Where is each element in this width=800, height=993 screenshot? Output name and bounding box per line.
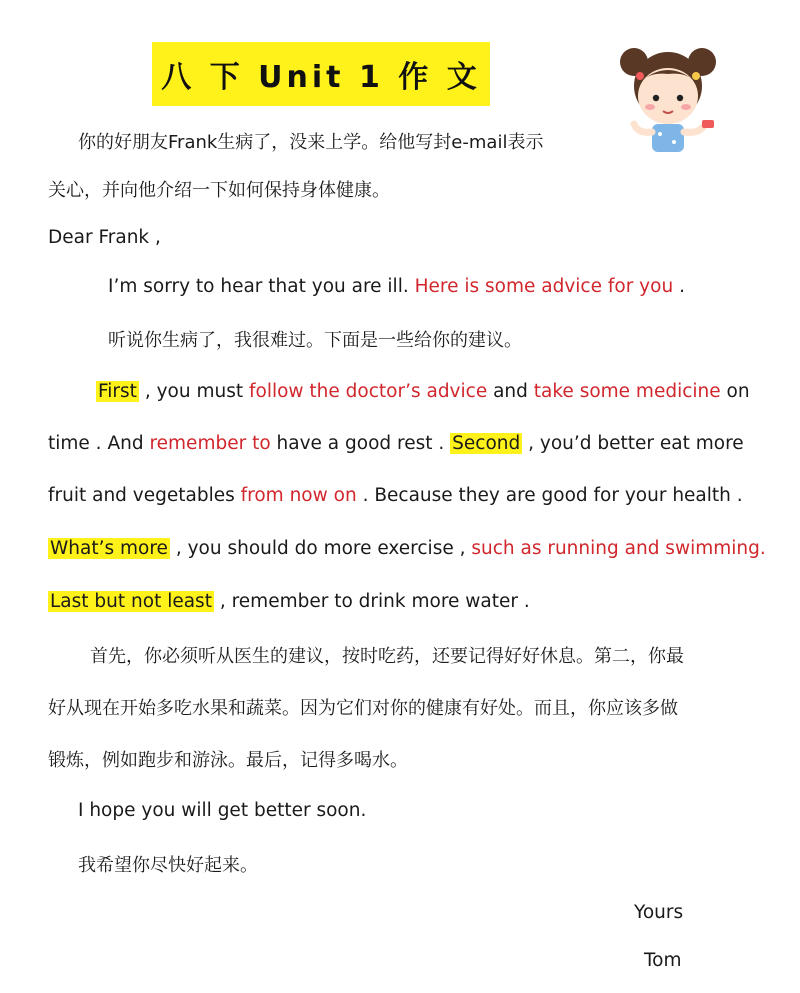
page-title: 八 下 Unit 1 作 文	[161, 60, 481, 95]
highlight-whats-more: What’s more	[50, 538, 168, 559]
red-phrase: from now on	[240, 485, 357, 506]
text-segment: , you must	[138, 381, 249, 402]
text-segment: time . And	[48, 433, 150, 454]
cartoon-girl-icon	[616, 36, 720, 154]
signature: Tom	[644, 950, 682, 971]
closing: I hope you will get better soon.	[78, 800, 367, 821]
highlight-first: First	[98, 381, 137, 402]
text-segment: and	[487, 381, 534, 402]
para1-end: .	[673, 276, 685, 297]
para2-line-3	[48, 485, 743, 506]
para1	[108, 276, 685, 297]
para2-line-4	[48, 538, 766, 559]
red-phrase: such as running and swimming.	[471, 538, 766, 559]
sign-off: Yours	[634, 902, 684, 923]
text-segment: . Because they are good for your health .	[356, 485, 743, 506]
highlight-second: Second	[452, 433, 521, 454]
highlight-last-but-not-least: Last but not least	[50, 591, 212, 612]
text-segment: , you’d better eat more	[522, 433, 744, 454]
para2-chinese-line-1: 首先，你必须听从医生的建议，按时吃药，还要记得好好休息。第二，你最	[90, 646, 684, 667]
para2-chinese-line-3: 锻炼，例如跑步和游泳。最后，记得多喝水。	[48, 750, 408, 771]
para2-line-2	[48, 433, 744, 454]
title-banner	[152, 42, 490, 106]
text-segment: on	[720, 381, 750, 402]
closing-chinese: 我希望你尽快好起来。	[78, 855, 258, 876]
text-segment: have a good rest .	[270, 433, 451, 454]
red-phrase: follow the doctor’s advice	[248, 381, 488, 402]
prompt-line-2: 关心，并向他介绍一下如何保持身体健康。	[48, 180, 390, 201]
text-segment: , you should do more exercise ,	[169, 538, 472, 559]
para2-line-1	[96, 381, 750, 402]
para1-chinese: 听说你生病了，我很难过。下面是一些给你的建议。	[108, 330, 522, 351]
text-segment: , remember to drink more water .	[213, 591, 530, 612]
red-phrase: remember to	[149, 433, 271, 454]
greeting: Dear Frank ,	[48, 227, 161, 248]
para1-text: I’m sorry to hear that you are ill.	[108, 276, 415, 297]
para1-red-phrase: Here is some advice for you	[414, 276, 674, 297]
red-phrase: take some medicine	[533, 381, 721, 402]
text-segment: fruit and vegetables	[48, 485, 241, 506]
para2-line-5	[48, 591, 530, 612]
prompt-line-1: 你的好朋友Frank生病了，没来上学。给他写封e-mail表示	[78, 132, 544, 153]
para2-chinese-line-2: 好从现在开始多吃水果和蔬菜。因为它们对你的健康有好处。而且，你应该多做	[48, 698, 678, 719]
